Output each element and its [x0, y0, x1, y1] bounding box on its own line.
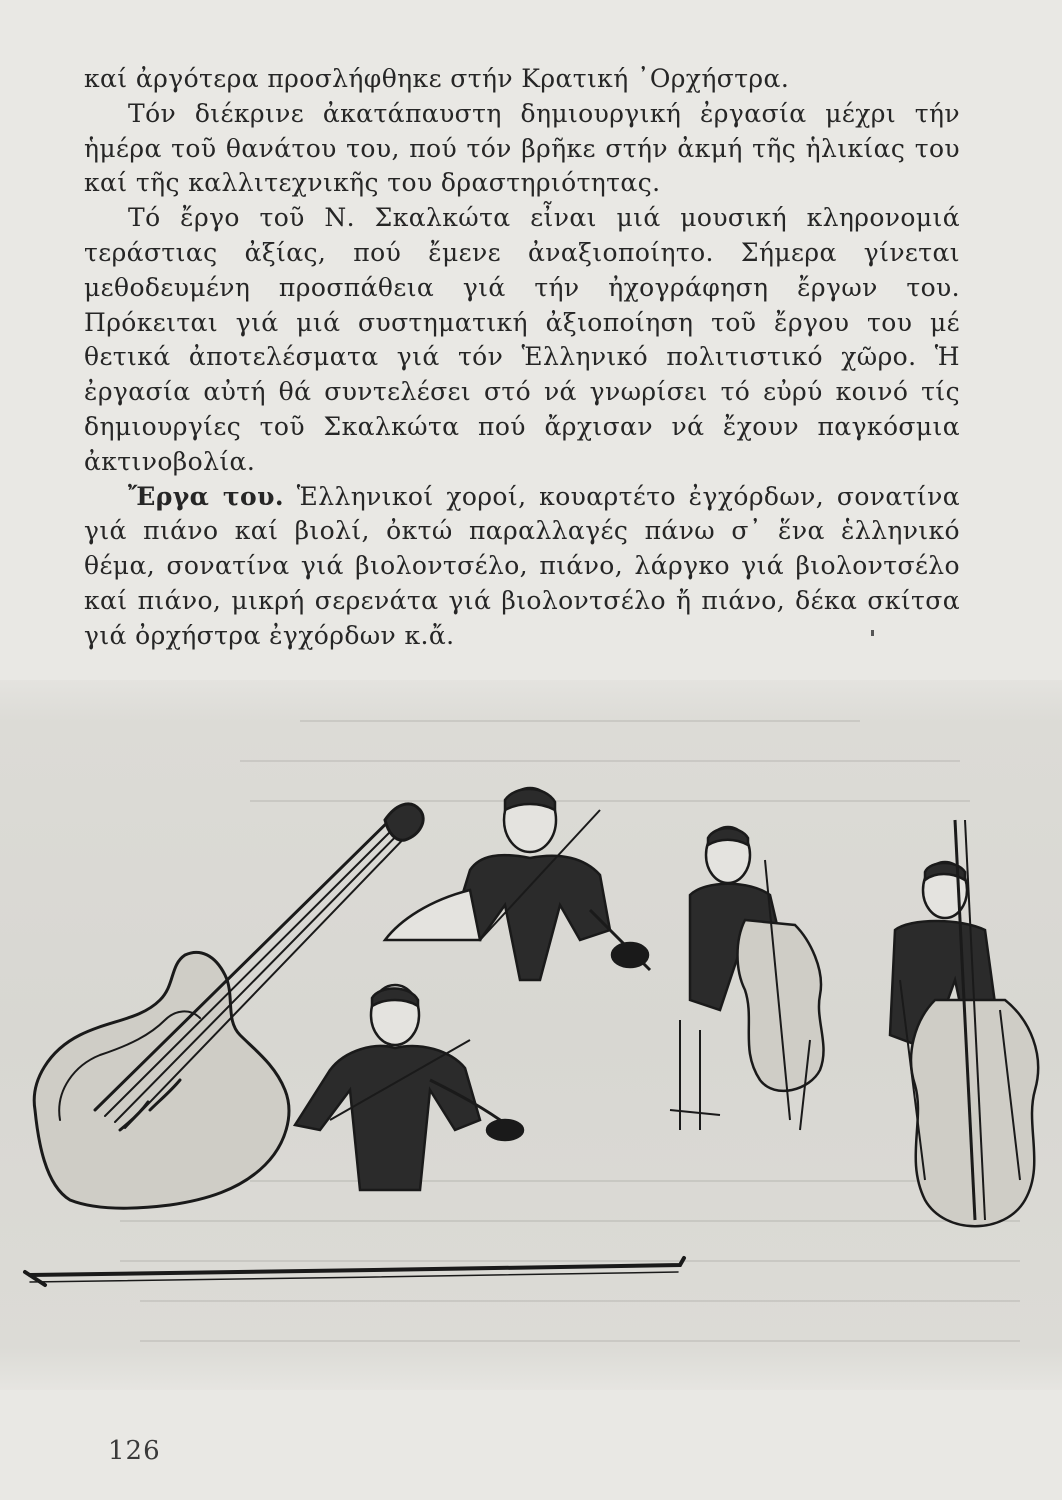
musicians-illustration	[0, 780, 1062, 1340]
page-number: 126	[108, 1436, 161, 1466]
works-heading: Ἔργα του.	[128, 481, 284, 511]
works-list: Ἑλληνικοί χοροί, κουαρτέτο ἐγχόρδων, σονατίνα γιά πιάνο καί βιολί, ὀκτώ παραλλαγές πάνω σ᾿ ἕνα ἑλληνικό θέμα, σονατίνα γιά βιολοντσέλο, πιάνο, λάργκο γιά βιολοντσέλο καί πιάνο, μικρή σερενάτα γιά βιολοντσέλο ἤ πιάνο, δέκα σκίτσα γιά ὀρχήστρα ἐγχόρδων κ.ἄ.	[84, 481, 960, 650]
cellist-icon	[670, 827, 824, 1130]
stray-mark	[871, 630, 874, 636]
violist-icon	[295, 985, 523, 1190]
paragraph: Τό ἔργο τοῦ Ν. Σκαλκώτα εἶναι μιά μουσική κληρονομιά τεράστιας ἀξίας, πού ἔμενε ἀναξιοποίητο. Σήμερα γίνεται μεθοδευμένη προσπάθεια γιά τήν ἠχογράφηση ἔργων του. Πρόκειται γιά μιά συστηματική ἀξιοποίηση τοῦ ἔργου του μέ θετικά ἀποτελέσματα γιά τόν Ἑλληνικό πολιτιστικό χῶρο. Ἡ ἐργασία αὐτή θά συντελέσει στό νά γνωρίσει τό εὐρύ κοινό τίς δημιουργίες τοῦ Σκαλκώτα πού ἄρχισαν νά ἔχουν παγκόσμια ἀκτινοβολία.	[84, 203, 960, 476]
bassist-icon	[890, 820, 1038, 1226]
paragraph: καί ἀργότερα προσλήφθηκε στήν Κρατική ᾿Ορχήστρα.	[84, 64, 790, 93]
violinist-icon	[385, 788, 650, 980]
paragraph: Τόν διέκρινε ἀκατάπαυστη δημιουργική ἐργασία μέχρι τήν ἡμέρα τοῦ θανάτου του, πού τόν βρῆκε στήν ἀκμή τῆς ἡλικίας του καί τῆς καλλιτεχνικῆς του δραστηριότητας.	[84, 98, 960, 198]
works-paragraph	[84, 480, 960, 654]
body-text	[84, 62, 960, 654]
